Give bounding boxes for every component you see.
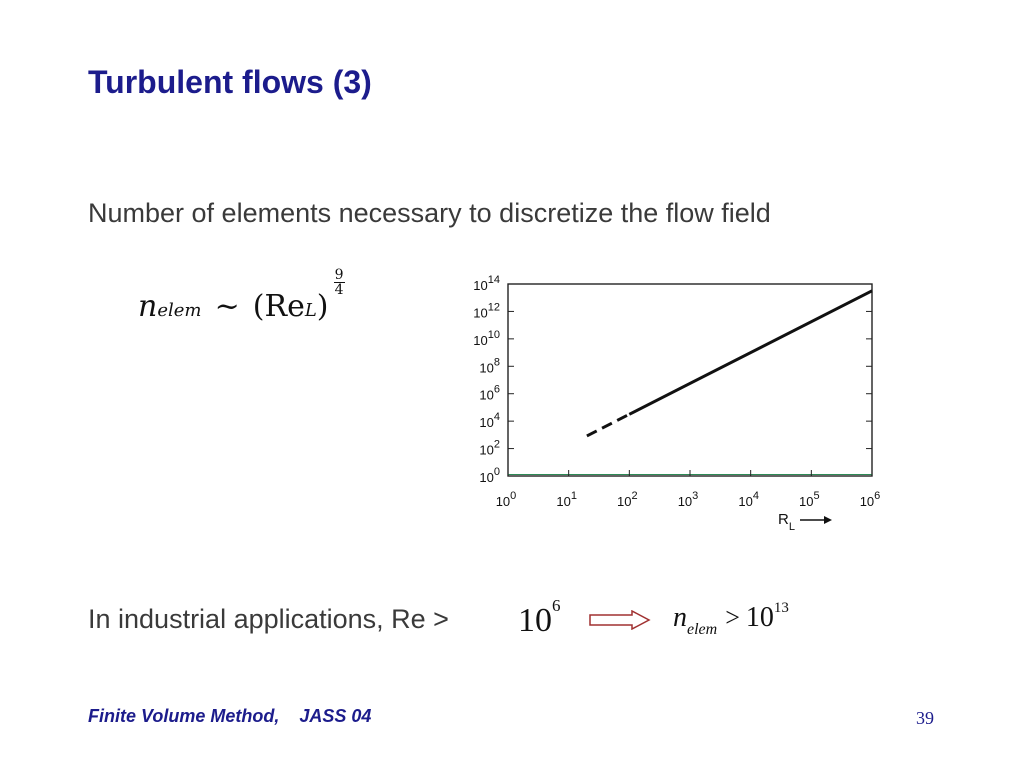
- result-greater-than: >: [725, 603, 740, 632]
- formula-close-paren: ): [316, 289, 329, 324]
- plot-frame: [508, 284, 872, 476]
- x-axis-label: $R_L$: [778, 511, 795, 533]
- footer-course: Finite Volume Method, JASS 04: [88, 706, 372, 726]
- formula-exponent-numerator: 9: [334, 267, 344, 283]
- x-tick-label: $10^4$: [738, 490, 759, 509]
- y-tick-label: $10^4$: [479, 411, 500, 431]
- formula-re: (Re: [252, 289, 305, 324]
- series-line-dashed: [587, 414, 629, 436]
- result-n-subscript: elem: [687, 621, 718, 638]
- slide-subtitle: Number of elements necessary to discretize the flow field: [88, 198, 771, 228]
- y-tick-label: $10^{14}$: [473, 274, 500, 293]
- re-threshold-base: 10: [518, 602, 552, 639]
- formula-tilde: ~: [214, 289, 240, 324]
- formula-re-subscript: L: [304, 300, 317, 321]
- re-threshold-exponent: 6: [552, 596, 561, 615]
- element-count-result: [673, 600, 789, 639]
- log-log-chart: [448, 262, 908, 554]
- result-base: 10: [745, 602, 774, 633]
- re-threshold: [518, 596, 561, 640]
- result-exponent: 13: [773, 600, 789, 616]
- y-tick-label: $10^8$: [479, 356, 500, 376]
- industrial-text: In industrial applications, Re >: [88, 604, 449, 634]
- x-tick-label: $10^3$: [677, 490, 699, 509]
- x-tick-label: $10^0$: [495, 490, 517, 509]
- formula-exponent-denominator: 4: [334, 282, 344, 298]
- scaling-formula: [138, 268, 345, 328]
- page-number: 39: [916, 708, 934, 728]
- y-tick-label: $10^{12}$: [473, 301, 500, 321]
- x-axis-arrow-head: [824, 516, 832, 524]
- x-tick-label: $10^6$: [859, 490, 881, 509]
- y-tick-label: $10^2$: [479, 438, 500, 458]
- x-tick-label: $10^5$: [799, 490, 820, 509]
- implies-arrow-icon: [588, 610, 652, 630]
- y-tick-label: $10^{10}$: [473, 328, 500, 348]
- formula-exponent: [334, 268, 345, 297]
- result-n: n: [673, 602, 687, 633]
- formula-n: n: [138, 289, 158, 324]
- x-tick-label: $10^2$: [617, 490, 638, 509]
- formula-n-subscript: elem: [157, 300, 202, 321]
- slide-title: Turbulent flows (3): [88, 64, 372, 100]
- y-tick-label: $10^6$: [479, 383, 500, 403]
- series-line-solid: [629, 291, 872, 415]
- y-tick-label: $10^0$: [479, 466, 500, 485]
- x-tick-label: $10^1$: [556, 490, 577, 509]
